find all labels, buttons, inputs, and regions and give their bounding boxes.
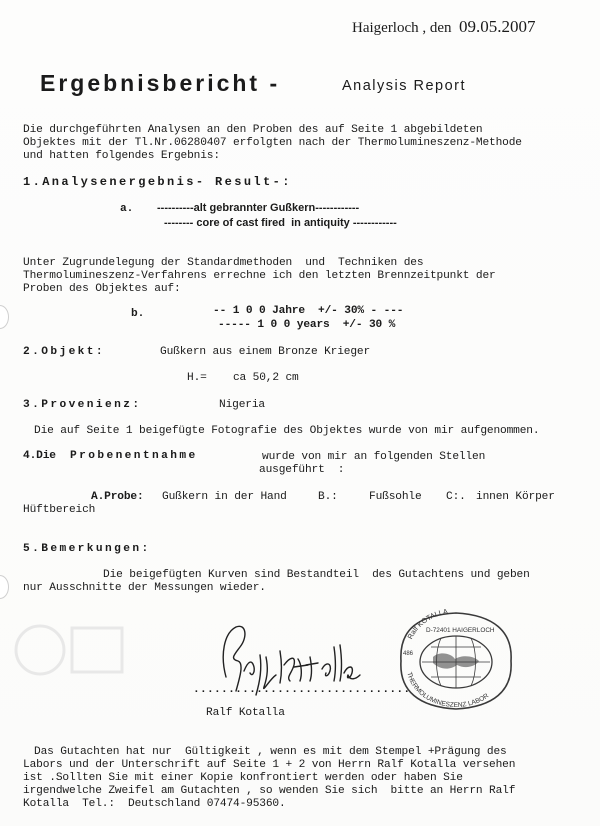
probe-b-value: Fußsohle [369,491,422,503]
punch-hole [0,575,9,599]
section-4-heading: Probenentnahme [70,450,198,462]
intro-line-3: und hatten folgendes Ergebnis: [23,150,220,162]
show-through-watermark [10,620,130,680]
section-5-heading: 5.Bemerkungen: [23,543,151,555]
date-text: 09.05.2007 [459,17,536,36]
probe-b-label: B.: [318,491,338,503]
sampling-text-2: ausgeführt : [259,464,345,476]
footer-line-2: Labors und der Unterschrift auf Seite 1 + 2 von Herrn Ralf Kotalla versehen [23,759,516,771]
place-date-line [352,17,536,37]
footer-line-1: Das Gutachten hat nur Gültigkeit , wenn es mit dem Stempel +Prägung des [34,746,507,758]
stamp-bottom-text: THERMOLUMINESZENZ LABOR [405,671,491,709]
probe-a-label: A.Probe: [91,491,144,503]
probe-c-value: innen Körper [476,491,555,503]
footer-line-3: ist .Sollten Sie mit einer Kopie konfrontiert werden oder haben Sie [23,772,463,784]
laboratory-stamp [395,605,517,713]
place-text: Haigerloch , den [352,20,452,36]
punch-hole [0,305,9,329]
section-1-heading: 1.Analysenergebnis- Result-: [23,175,292,189]
sampling-text-1: wurde von mir an folgenden Stellen [262,451,486,463]
provenance-value: Nigeria [219,399,265,411]
probe-c-value-2: Hüftbereich [23,504,96,516]
remarks-line-2: nur Ausschnitte der Messungen wieder. [23,582,266,594]
section-4-heading-num: 4.Die [23,450,56,462]
method-line-3: Proben des Objektes auf: [23,283,181,295]
age-line-de: -- 1 0 0 Jahre +/- 30% - --- [213,305,404,317]
result-line-en: -------- core of cast fired in antiquity ------------ [164,217,397,229]
svg-text:Ralf KOTALLA [405,607,448,641]
title-main: Ergebnisbericht [40,70,261,96]
signature-dotted-line: ............................... [193,684,411,696]
stamp-top-text: Ralf KOTALLA [405,606,449,641]
footer-line-4: irgendwelche Zweifel am Gutachten , so wenden Sie sich bitte an Herrn Ralf [23,785,516,797]
remarks-line-1: Die beigefügten Kurven sind Bestandteil des Gutachtens und geben [103,569,530,581]
report-subtitle: Analysis Report [342,78,467,94]
signatory-name: Ralf Kotalla [206,707,285,719]
photo-note: Die auf Seite 1 beigefügte Fotografie des Objektes wurde von mir aufgenommen. [34,425,540,437]
method-line-2: Thermolumineszenz-Verfahrens errechne ich den letzten Brennzeitpunkt der [23,270,496,282]
stamp-number: 486 [403,651,414,657]
section-3-heading: 3.Provenienz: [23,399,142,411]
footer-line-5: Kotalla Tel.: Deutschland 07474-95360. [23,798,286,810]
report-title [40,70,280,97]
intro-line-1: Die durchgeführten Analysen an den Proben des auf Seite 1 abgebildeten [23,124,483,136]
result-line-de: ----------alt gebrannter Gußkern------------ [157,202,360,214]
probe-a-value: Gußkern in der Hand [162,491,287,503]
age-line-en: ----- 1 0 0 years +/- 30 % [218,319,396,331]
object-value: Gußkern aus einem Bronze Krieger [160,346,371,358]
item-b-label: b. [131,308,145,320]
item-a-label: a. [120,203,134,215]
stamp-address: D-72401 HAIGERLOCH [426,627,495,634]
method-line-1: Unter Zugrundelegung der Standardmethoden und Techniken des [23,257,424,269]
title-dash: - [269,70,281,96]
section-2-heading: 2.Objekt: [23,346,106,358]
object-height: H.= ca 50,2 cm [187,372,299,384]
intro-line-2: Objektes mit der Tl.Nr.06280407 erfolgten nach der Thermolumineszenz-Methode [23,137,522,149]
probe-c-label: C:. [446,491,466,503]
